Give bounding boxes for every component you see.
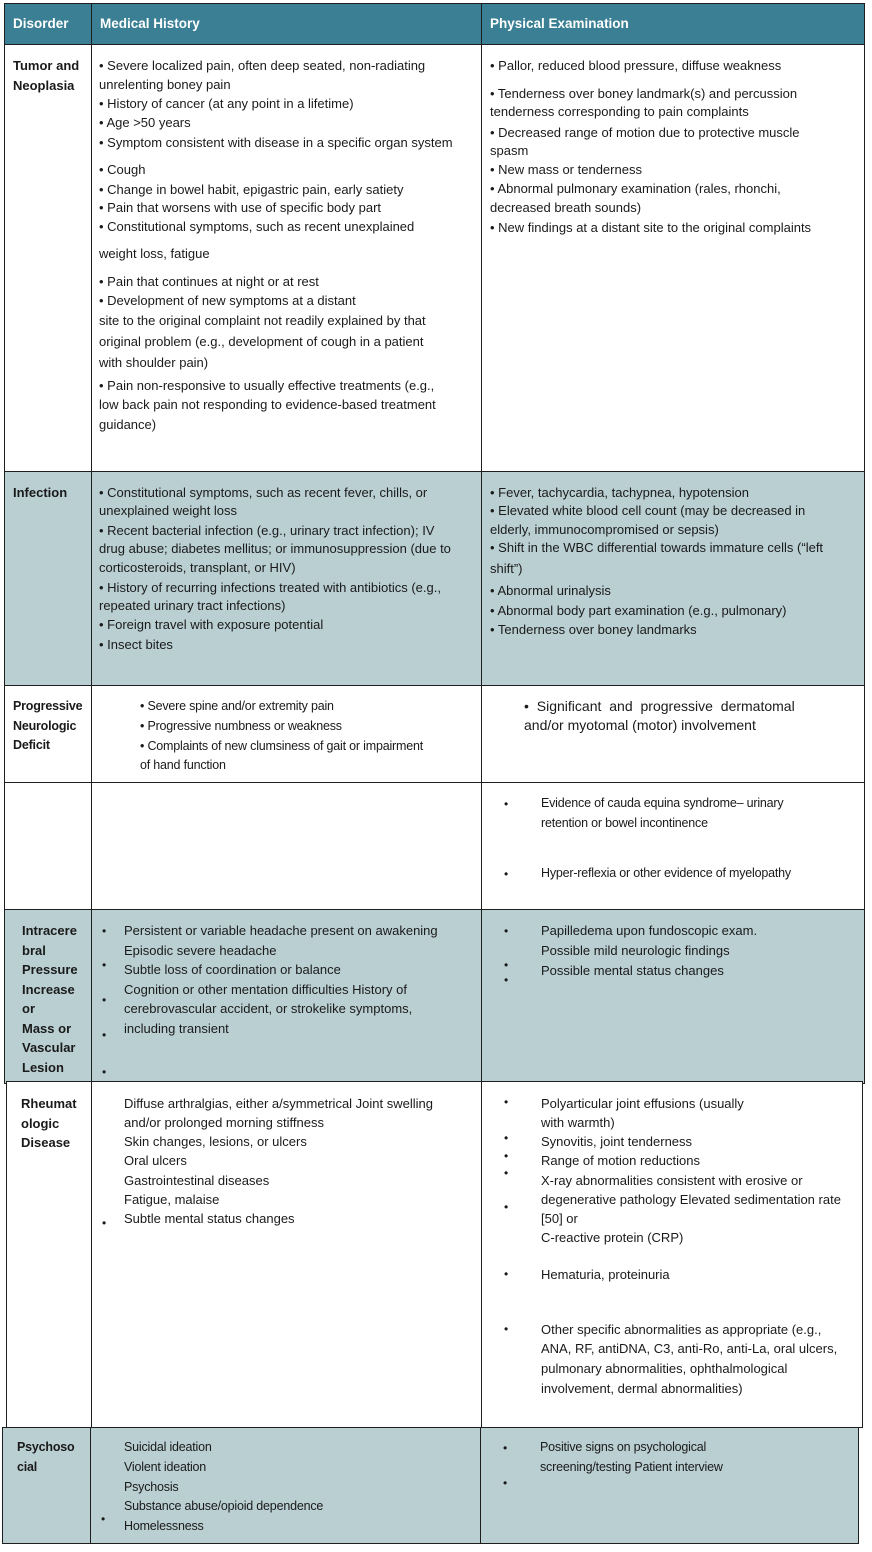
history-line: site to the original complaint not readily explained by that [99, 313, 426, 328]
table-row-rheumatologic [6, 1081, 863, 1428]
history-line: Violent ideation [124, 1460, 207, 1474]
disorder-cell [5, 45, 91, 471]
history-line: • Severe localized pain, often deep seated, non-radiating [99, 58, 426, 73]
history-line: • Pain that worsens with use of specific body part [99, 200, 382, 215]
disorder-label-line: ologic [21, 1115, 60, 1131]
disorder-label-line: Mass or [22, 1020, 72, 1036]
table-row-neurologic-continued [4, 782, 865, 910]
disorder-label: Progressive Neurologic Deficit [13, 699, 83, 752]
header-medical-history: Medical History [100, 16, 200, 31]
disorder-label-line: Disease [21, 1135, 71, 1150]
table-row-intracerebral [4, 909, 865, 1084]
history-line: • History of recurring infections treated with antibiotics (e.g., [99, 580, 441, 595]
exam-line: Possible mental status changes [541, 963, 724, 978]
history-line: • Age >50 years [99, 115, 191, 130]
exam-line: [50] or [541, 1211, 578, 1226]
bullet-icon: • [503, 1476, 508, 1490]
exam-line: spasm [490, 143, 529, 158]
history-line: of hand function [140, 758, 226, 772]
history-line: corticosteroids, transplant, or HIV) [99, 560, 296, 575]
disorder-label-line: Rheumat [21, 1096, 77, 1111]
exam-line: • Pallor, reduced blood pressure, diffuse weakness [490, 58, 782, 73]
disorder-label-line: cial [17, 1459, 38, 1474]
disorder-label-line: bral [22, 942, 46, 958]
exam-line: • New mass or tenderness [490, 162, 642, 177]
history-cell [91, 1082, 481, 1427]
bullet-icon: • [102, 993, 107, 1007]
bullet-icon: • [101, 1512, 106, 1526]
history-line: • Constitutional symptoms, such as recent fever, chills, or [99, 485, 428, 500]
history-line: guidance) [99, 417, 157, 432]
bullet-icon: • [504, 1166, 509, 1180]
history-line: • Development of new symptoms at a distant [99, 293, 356, 308]
bullet-icon: • [503, 1441, 508, 1455]
exam-line: • New findings at a distant site to the original complaints [490, 220, 812, 235]
exam-line: • Shift in the WBC differential towards immature cells (“left [490, 540, 824, 555]
exam-line: • Tenderness over boney landmarks [490, 622, 697, 637]
exam-line: Hematuria, proteinuria [541, 1267, 670, 1282]
exam-line: shift”) [490, 561, 523, 576]
disorder-label-line: Vascular [22, 1040, 76, 1055]
history-cell [91, 910, 481, 1083]
history-line: Psychosis [124, 1480, 179, 1494]
history-line: Substance abuse/opioid dependence [124, 1499, 324, 1513]
exam-cell [481, 1082, 862, 1427]
bullet-icon: • [504, 797, 509, 811]
history-line: unrelenting boney pain [99, 77, 231, 92]
exam-line: ANA, RF, antiDNA, C3, anti-Ro, anti-La, oral ulcers, [541, 1341, 838, 1356]
history-line: unexplained weight loss [99, 503, 238, 518]
bullet-icon: • [504, 1267, 509, 1281]
history-line: • Severe spine and/or extremity pain [140, 699, 334, 713]
history-line: and/or prolonged morning stiffness [124, 1115, 324, 1130]
history-line: including transient [124, 1021, 229, 1036]
disorder-label-line: Pressure [22, 962, 78, 977]
bullet-icon: • [102, 924, 107, 938]
history-line: • Pain that continues at night or at rest [99, 274, 319, 289]
history-line: • History of cancer (at any point in a lifetime) [99, 96, 354, 111]
exam-line: Range of motion reductions [541, 1153, 700, 1168]
history-line: Fatigue, malaise [124, 1192, 220, 1207]
history-line: drug abuse; diabetes mellitus; or immunosuppression (due to [99, 541, 451, 556]
bullet-icon: • [102, 1065, 107, 1079]
history-line: Skin changes, lesions, or ulcers [124, 1134, 307, 1149]
exam-line: Polyarticular joint effusions (usually [541, 1096, 744, 1111]
history-line: original problem (e.g., development of cough in a patient [99, 334, 424, 349]
history-line: low back pain not responding to evidence-based treatment [99, 397, 436, 412]
disorder-cell [5, 910, 91, 1083]
history-line: • Symptom consistent with disease in a specific organ system [99, 135, 453, 150]
exam-line: Papilledema upon fundoscopic exam. [541, 923, 758, 938]
table-row-tumor [4, 44, 865, 472]
bullet-icon: • [504, 1149, 509, 1163]
history-line: • Recent bacterial infection (e.g., urinary tract infection); IV [99, 523, 435, 538]
history-line: • Foreign travel with exposure potential [99, 617, 324, 632]
history-cell [91, 472, 481, 685]
history-line: Suicidal ideation [124, 1440, 212, 1454]
exam-line: and/or myotomal (motor) involvement [524, 717, 756, 733]
bullet-icon: • [504, 1095, 509, 1109]
bullet-icon: • [102, 958, 107, 972]
disorder-label-line: or [22, 1001, 35, 1016]
history-line: repeated urinary tract infections) [99, 598, 286, 613]
disorder-label-line: Intracere [22, 923, 77, 938]
history-line: cerebrovascular accident, or strokelike symptoms, [124, 1001, 413, 1016]
header-cell-exam [481, 4, 864, 44]
exam-line: decreased breath sounds) [490, 200, 642, 215]
exam-line: • Abnormal urinalysis [490, 583, 611, 598]
exam-line: Hyper-reflexia or other evidence of myelopathy [541, 866, 791, 880]
history-line: • Progressive numbness or weakness [140, 719, 342, 733]
exam-line: involvement, dermal abnormalities) [541, 1381, 743, 1396]
exam-line: retention or bowel incontinence [541, 816, 708, 830]
exam-line: screening/testing Patient interview [540, 1460, 723, 1474]
history-line: • Change in bowel habit, epigastric pain, early satiety [99, 182, 404, 197]
history-line: Gastrointestinal diseases [124, 1173, 270, 1188]
table-row-neurologic-deficit [4, 685, 865, 783]
exam-line: pulmonary abnormalities, ophthalmological [541, 1361, 788, 1376]
exam-cell [480, 1428, 858, 1543]
history-line: Subtle mental status changes [124, 1211, 295, 1226]
exam-line: • Elevated white blood cell count (may be decreased in [490, 503, 806, 518]
bullet-icon: • [102, 1028, 107, 1042]
history-line: with shoulder pain) [99, 355, 209, 370]
disorder-label-line: Increase [22, 981, 75, 997]
history-cell [91, 783, 481, 909]
exam-line: with warmth) [541, 1115, 615, 1130]
table-row-psychosocial [2, 1427, 859, 1544]
history-cell [90, 1428, 480, 1543]
exam-line: Other specific abnormalities as appropriate (e.g., [541, 1322, 822, 1337]
exam-line: Evidence of cauda equina syndrome– urinary [541, 796, 784, 810]
table-header-row [4, 3, 865, 45]
exam-line: C-reactive protein (CRP) [541, 1230, 684, 1245]
exam-cell [481, 686, 864, 782]
history-line: Diffuse arthralgias, either a/symmetrical Joint swelling [124, 1096, 433, 1111]
history-line: Cognition or other mentation difficulties History of [124, 982, 408, 997]
exam-line: X-ray abnormalities consistent with erosive or [541, 1173, 803, 1188]
exam-cell [481, 472, 864, 685]
history-line: Homelessness [124, 1519, 204, 1533]
bullet-icon: • [504, 973, 509, 987]
history-line: weight loss, fatigue [99, 246, 210, 261]
bullet-icon: • [504, 867, 509, 881]
history-line: • Pain non-responsive to usually effective treatments (e.g., [99, 378, 435, 393]
exam-cell [481, 783, 864, 909]
history-cell [91, 45, 481, 471]
bullet-icon: • [504, 1200, 509, 1214]
exam-line: elderly, immunocompromised or sepsis) [490, 522, 719, 537]
disorder-label [22, 921, 78, 1077]
bullet-icon: • [504, 924, 509, 938]
exam-line: • Abnormal pulmonary examination (rales, rhonchi, [490, 181, 781, 196]
disorder-label [17, 1438, 74, 1477]
disorder-cell [3, 1428, 89, 1543]
disorder-label-line: Psychoso [17, 1440, 75, 1454]
history-line: • Insect bites [99, 637, 173, 652]
header-cell-history [91, 4, 481, 44]
disorder-label [21, 1094, 77, 1153]
history-line: Episodic severe headache [124, 943, 277, 958]
table-row-infection [4, 471, 865, 686]
disorder-label: Tumor and Neoplasia [13, 58, 80, 93]
bullet-icon: • [504, 958, 509, 972]
exam-line: degenerative pathology Elevated sedimentation rate [541, 1192, 841, 1207]
history-line: • Constitutional symptoms, such as recent unexplained [99, 219, 415, 234]
disorder-cell [5, 472, 91, 685]
exam-line: • Decreased range of motion due to protective muscle [490, 125, 800, 140]
bullet-icon: • [504, 1322, 509, 1336]
exam-line: • Abnormal body part examination (e.g., pulmonary) [490, 603, 787, 618]
header-physical-examination: Physical Examination [490, 16, 629, 31]
history-line: • Complaints of new clumsiness of gait or impairment [140, 739, 423, 753]
exam-line: • Tenderness over boney landmark(s) and percussion [490, 86, 798, 101]
disorder-cell [5, 686, 91, 782]
exam-line: • Significant and progressive dermatomal [524, 698, 795, 714]
history-line: Subtle loss of coordination or balance [124, 962, 341, 977]
exam-line: Positive signs on psychological [540, 1440, 707, 1454]
bullet-icon: • [102, 1216, 107, 1230]
bullet-icon: • [504, 1131, 509, 1145]
exam-line: • Fever, tachycardia, tachypnea, hypotension [490, 485, 749, 500]
disorder-label: Infection [13, 485, 68, 500]
header-disorder: Disorder [13, 16, 69, 31]
history-line: Persistent or variable headache present on awakening [124, 923, 438, 938]
history-cell [91, 686, 481, 782]
exam-line: tenderness corresponding to pain complaints [490, 104, 749, 119]
header-cell-disorder [5, 4, 91, 44]
disorder-cell [5, 783, 91, 909]
exam-line: Synovitis, joint tenderness [541, 1134, 693, 1149]
disorder-label-line: Lesion [22, 1059, 64, 1075]
exam-cell [481, 910, 864, 1083]
history-line: • Cough [99, 162, 146, 177]
history-line: Oral ulcers [124, 1153, 187, 1168]
exam-cell [481, 45, 864, 471]
exam-line: Possible mild neurologic findings [541, 943, 730, 958]
disorder-cell [7, 1082, 93, 1427]
